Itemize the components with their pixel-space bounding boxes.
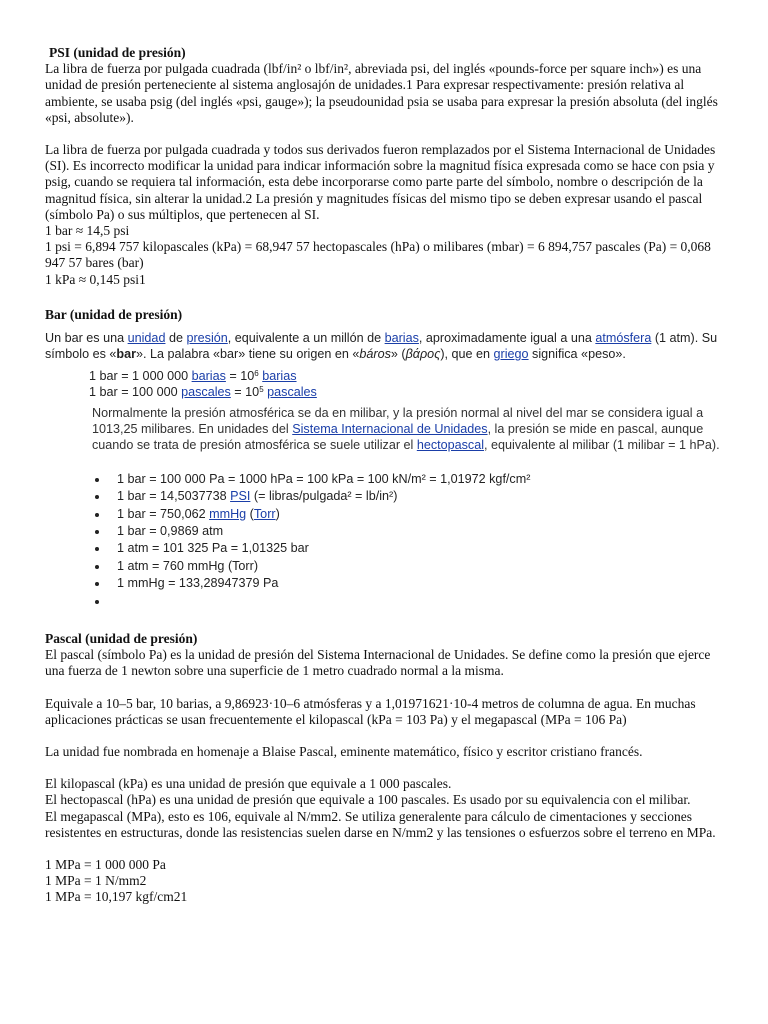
pascal-paragraph-5: El hectopascal (hPa) es una unidad de presión que equivale a 100 pascales. Es usado por su equivalencia con el milibar.	[45, 792, 691, 808]
psi-equation-3: 1 kPa ≈ 0,145 psi1	[45, 271, 146, 287]
link-unidad[interactable]: unidad	[127, 331, 166, 345]
bar-section	[45, 330, 725, 610]
link-presion[interactable]: presión	[186, 331, 228, 345]
psi-section	[45, 45, 725, 288]
list-item-empty	[45, 593, 725, 610]
pascal-equation-3: 1 MPa = 10,197 kgf/cm21	[45, 889, 188, 905]
list-item: 1 bar = 100 000 Pa = 1000 hPa = 100 kPa = 100 kN/m² = 1,01972 kgf/cm²	[45, 471, 725, 488]
bar-note: Normalmente la presión atmosférica se da en milibar, y la presión normal al nivel del mar se considera igual a 1013,25 milibares. En unidades del Sistema Internacional de Unidades, la presión se mide en pascal, aunque cuando se trata de presión atmosférica se suele utilizar el hectopascal, equivalente al milibar (1 milibar = 1 hPa).	[92, 405, 720, 453]
pascal-paragraph-1: El pascal (símbolo Pa) es la unidad de presión del Sistema Internacional de Unidades. Se define como la presión que ejerce una fuerza de 1 newton sobre una superficie de 1 metro cuadrado normal a la misma.	[45, 647, 711, 679]
bar-heading: Bar (unidad de presión)	[45, 307, 183, 322]
link-pascales[interactable]: pascales	[181, 385, 231, 400]
link-barias[interactable]: barias	[384, 331, 419, 345]
link-barias-3[interactable]: barias	[262, 368, 297, 383]
psi-paragraph-1: La libra de fuerza por pulgada cuadrada (lbf/in² o lbf/in², abreviada psi, del inglés «pounds-force per square inch») es una unidad de presión perteneciente al sistema anglosajón de unidades.1 Para expresar respectivamente: presión relativa al ambiente, se usaba psig (del inglés «psi, gauge»); la pseudounidad psia se usaba para expresar la presión absoluta (del inglés «psi, absolute»).	[45, 61, 718, 125]
list-item: 1 atm = 101 325 Pa = 1,01325 bar	[45, 540, 725, 557]
pascal-paragraph-2: Equivale a 10–5 bar, 10 barias, a 9,86923·10–6 atmósferas y a 1,01971621·10-4 metros de columna de agua. En muchas aplicaciones prácticas se usan frecuentemente el kilopascal (kPa = 103 Pa) y el megapascal (MPa = 106 Pa)	[45, 695, 696, 727]
link-pascales-2[interactable]: pascales	[267, 385, 317, 400]
pascal-heading: Pascal (unidad de presión)	[45, 631, 198, 646]
link-griego[interactable]: griego	[493, 347, 529, 362]
list-item: 1 bar = 750,062 mmHg (Torr)	[45, 506, 725, 523]
pascal-paragraph-3: La unidad fue nombrada en homenaje a Blaise Pascal, eminente matemático, físico y escritor cristiano francés.	[45, 744, 643, 760]
bar-equation-pascales: 1 bar = 100 000 pascales = $10^5$ pascales	[89, 385, 317, 400]
link-atmosfera[interactable]: atmósfera	[595, 331, 652, 345]
link-barias-2[interactable]: barias	[191, 368, 226, 383]
psi-heading: PSI (unidad de presión)	[49, 45, 186, 60]
bar-equation-barias: 1 bar = 1 000 000 barias = $10^6$ barias	[89, 368, 297, 383]
link-psi[interactable]: PSI	[230, 489, 251, 504]
list-item: 1 bar = 14,5037738 PSI (= libras/pulgada² = lb/in²)	[45, 488, 725, 505]
list-item: 1 bar = 0,9869 atm	[45, 523, 725, 540]
bar-conversion-list	[45, 471, 725, 610]
pascal-equation-1: 1 MPa = 1 000 000 Pa	[45, 857, 166, 873]
link-mmhg[interactable]: mmHg	[209, 506, 247, 521]
pascal-equation-2: 1 MPa = 1 N/mm2	[45, 873, 147, 889]
pascal-paragraph-6: El megapascal (MPa), esto es 106, equivale al N/mm2. Se utiliza generalente para cálculo de cimentaciones y secciones resistentes en estructuras, donde las resistencias suelen darse en N/mm2 y las tensiones o esfuerzos sobre el terreno en MPa.	[45, 808, 716, 840]
psi-equation-1: 1 bar ≈ 14,5 psi	[45, 223, 130, 239]
pascal-paragraph-4: El kilopascal (kPa) es una unidad de presión que equivale a 1 000 pascales.	[45, 776, 452, 792]
pascal-section	[45, 631, 725, 906]
link-hectopascal[interactable]: hectopascal	[416, 438, 485, 453]
bar-heading-block	[45, 307, 725, 323]
bar-intro: Un bar es una unidad de presión, equivalente a un millón de barias, aproximadamente igual a una atmósfera (1 atm). Su símbolo es «bar». La palabra «bar» tiene su origen en «báros» (βάρος), que en griego significa «peso».	[45, 331, 718, 362]
list-item: 1 atm = 760 mmHg (Torr)	[45, 558, 725, 575]
link-torr[interactable]: Torr	[253, 506, 276, 521]
list-item: 1 mmHg = 133,28947379 Pa	[45, 575, 725, 592]
link-sistema-internacional[interactable]: Sistema Internacional de Unidades	[292, 422, 488, 437]
psi-equation-2: 1 psi = 6,894 757 kilopascales (kPa) = 68,947 57 hectopascales (hPa) o milibares (mbar) = 6 894,757 pascales (Pa) = 0,068 947 57 bares (bar)	[45, 239, 711, 271]
psi-paragraph-2: La libra de fuerza por pulgada cuadrada y todos sus derivados fueron remplazados por el Sistema Internacional de Unidades (SI). Es incorrecto modificar la unidad para indicar información sobre la magnitud física expresada como se hace con psia y psig, cuando se requiera tal información, esta debe incorporarse como parte parte del símbolo, nombre o descripción de la magnitud física, sin alterar la unidad.2 La presión y magnitudes físicas del mismo tipo se deben expresar usando el pascal (símbolo Pa) o sus múltiplos, que pertenecen al SI.	[45, 142, 716, 222]
